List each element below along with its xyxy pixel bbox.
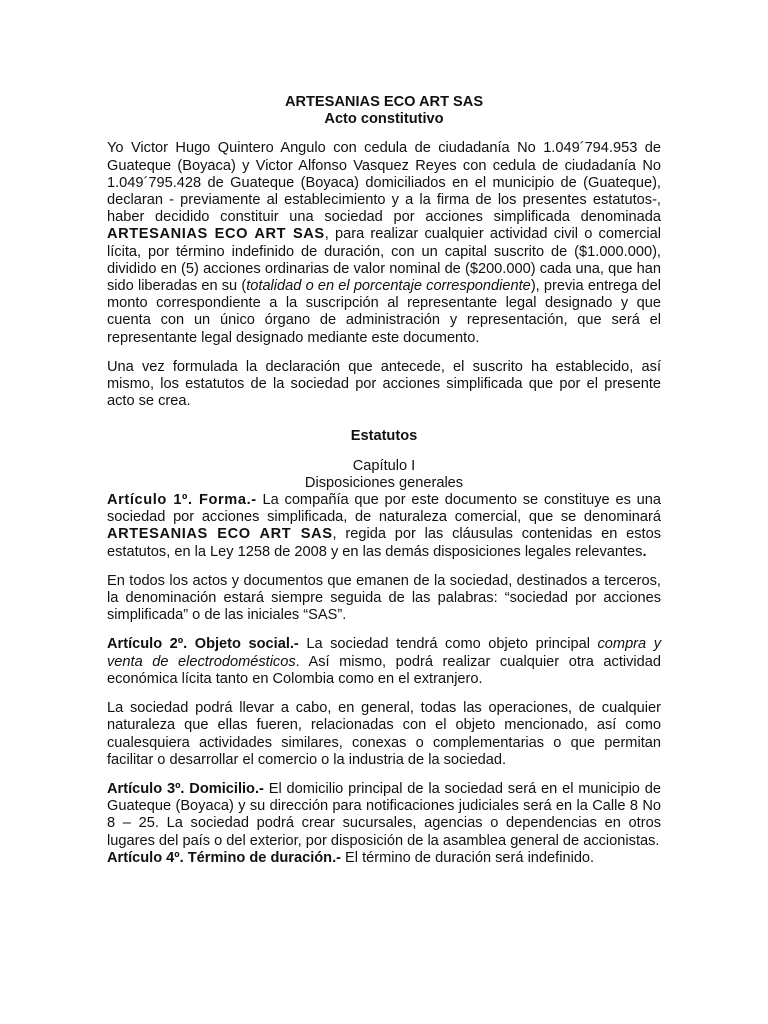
article-1-company-name: ARTESANIAS ECO ART SAS bbox=[107, 526, 333, 543]
article-2-italic-text: compra y venta de electrodomésticos bbox=[107, 636, 662, 670]
article-3 bbox=[107, 781, 661, 850]
article-3-text: El domicilio principal de la sociedad será en el municipio de Guateque (Boyaca) y su dirección para notificaciones judiciales será en la Calle 8 No 8 – 25. La sociedad podrá crear sucursales, agencias o dependencias en otros lugares del país o del exterior, por disposición de la asamblea general de accionistas. bbox=[107, 780, 661, 849]
article-2-paragraph-2: La sociedad podrá llevar a cabo, en general, todas las operaciones, de cualquier naturaleza que ellas fueren, relacionadas con el objeto mencionado, así como cualesquiera actividades similares, conexas o complementarias o que permitan facilitar o desarrollar el comercio o la industria de la sociedad. bbox=[107, 700, 661, 768]
article-1-label: Artículo 1º. Forma.- bbox=[107, 492, 257, 509]
article-1-paragraph-2: En todos los actos y documentos que emanen de la sociedad, destinados a terceros, la denominación estará siempre seguida de las palabras: “sociedad por acciones simplificada” o de las iniciales “SAS”. bbox=[107, 572, 661, 624]
statutes-heading: Estatutos bbox=[350, 428, 418, 445]
declaration-paragraph: Una vez formulada la declaración que antecede, el suscrito ha establecido, así mismo, los estatutos de la sociedad por acciones simplificada que por el presente acto se crea. bbox=[107, 358, 661, 410]
intro-paragraph bbox=[107, 140, 661, 346]
article-1-text-2: , regida por las cláusulas contenidas en estos estatutos, en la Ley 1258 de 2008 y en las demás disposiciones legales relevantes bbox=[107, 526, 661, 560]
article-2 bbox=[107, 636, 661, 688]
document-body bbox=[107, 94, 661, 867]
document-subtitle: Acto constitutivo bbox=[324, 111, 444, 128]
article-4-text: El término de duración será indefinido. bbox=[341, 849, 595, 866]
article-3-label: Artículo 3º. Domicilio.- bbox=[107, 780, 264, 797]
article-2-label: Artículo 2º. Objeto social.- bbox=[107, 636, 299, 653]
intro-company-name: ARTESANIAS ECO ART SAS bbox=[107, 226, 325, 243]
article-2-text-1: La sociedad tendrá como objeto principal bbox=[298, 636, 598, 653]
article-1 bbox=[107, 492, 661, 561]
chapter-title: Disposiciones generales bbox=[304, 474, 464, 491]
chapter-number: Capítulo I bbox=[352, 457, 416, 474]
intro-text-1: Yo Victor Hugo Quintero Angulo con cedula de ciudadanía No 1.049´794.953 de Guateque (Boyaca) y Victor Alfonso Vasquez Reyes con cedula de ciudadanía No 1.049´795.428 de Guateque (Boyaca) domiciliados en el municipio de (Guateque), declaran - previamente al establecimiento y a la firma de los presentes estatutos-, haber decidido constituir una sociedad por acciones simplificada denominada bbox=[107, 140, 661, 226]
intro-text-2: , para realizar cualquier actividad civil o comercial lícita, por término indefinido de duración, con un capital suscrito de ($1.000.000), dividido en (5) acciones ordinarias de valor nominal de ($200.000) cada una, que han sido liberadas en su ( bbox=[107, 226, 661, 295]
article-2-text-2: . Así mismo, podrá realizar cualquier otra actividad económica lícita tanto en Colombia como en el extranjero. bbox=[107, 653, 662, 687]
intro-italic-text: totalidad o en el porcentaje correspondiente bbox=[246, 278, 531, 295]
article-4-label: Artículo 4º. Término de duración.- bbox=[107, 849, 341, 866]
article-1-end: . bbox=[642, 543, 647, 560]
article-1-text-1: La compañía que por este documento se constituye es una sociedad por acciones simplificada, de naturaleza comercial, que se denominará bbox=[107, 492, 661, 526]
intro-text-3: ), previa entrega del monto correspondiente a la suscripción al representante legal designado y que cuenta con un único órgano de administración y representación, que será el representante legal designado mediante este documento. bbox=[107, 278, 661, 346]
article-4 bbox=[107, 850, 661, 867]
document-title: ARTESANIAS ECO ART SAS bbox=[284, 94, 484, 110]
